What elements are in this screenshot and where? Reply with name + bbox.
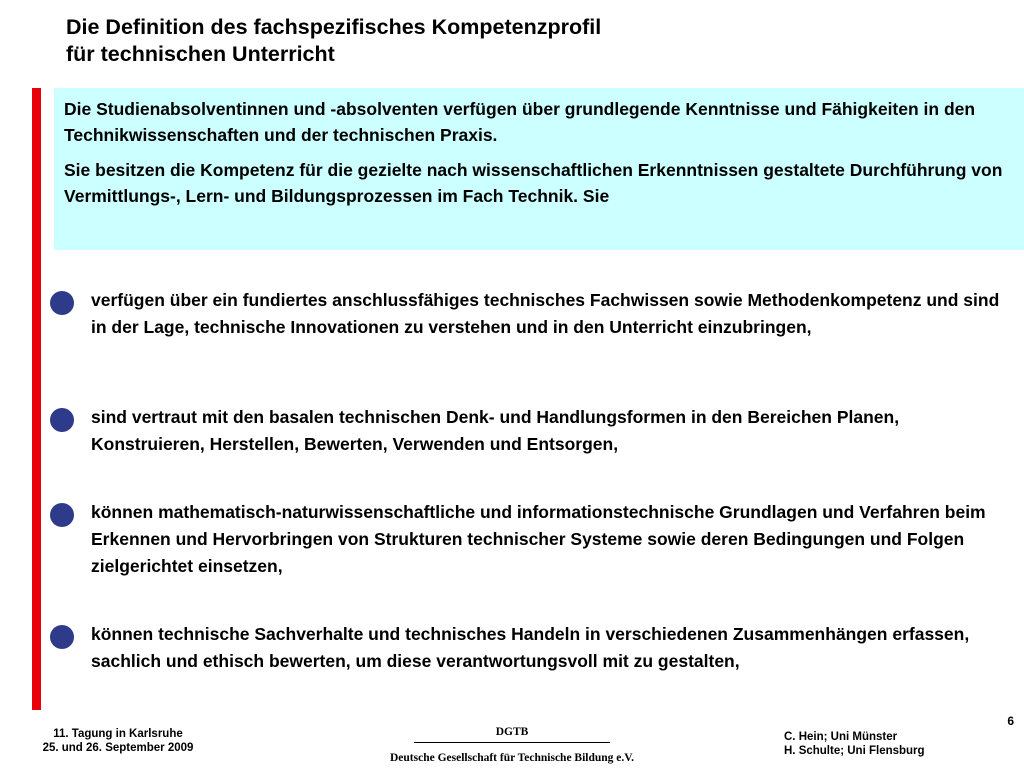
- intro-paragraph-1: Die Studienabsolventinnen und -absolventen verfügen über grundlegende Kenntnisse und Fähigkeiten in den Technikwissenschaften und der technischen Praxis.: [64, 99, 976, 145]
- bullet-text-3: können mathematisch-naturwissenschaftliche und informationstechnische Grundlagen und Verfahren beim Erkennen und Hervorbringen von Strukturen technischer Systeme sowie deren Bedingungen und Folgen zielgerichtet einsetzen,: [91, 502, 986, 576]
- bullet-text-1: verfügen über ein fundiertes anschlussfähiges technisches Fachwissen sowie Methodenkompetenz und sind in der Lage, technische Innovationen zu verstehen und in den Unterricht einzubringen,: [91, 290, 1000, 337]
- intro-box: [54, 88, 1024, 250]
- footer-event-date: 25. und 26. September 2009: [42, 742, 194, 754]
- slide-title-line-2: für technischen Unterricht: [66, 42, 335, 66]
- bullet-dot-icon: [50, 291, 74, 315]
- footer-organization: [340, 726, 684, 765]
- intro-paragraph-2: Sie besitzen die Kompetenz für die gezielte nach wissenschaftlichen Erkenntnissen gestaltete Durchführung von Vermittlungs-, Lern- und Bildungsprozessen im Fach Technik. Sie: [64, 160, 1003, 206]
- footer-authors: [756, 730, 996, 758]
- bullet-dot-icon: [50, 503, 74, 527]
- bullet-dot-icon: [50, 408, 74, 432]
- accent-bar: [32, 88, 41, 710]
- footer-author-2: H. Schulte; Uni Flensburg: [784, 745, 925, 757]
- slide-title-line-1: Die Definition des fachspezifisches Kompetenzprofil: [66, 15, 602, 39]
- bullet-text-2: sind vertraut mit den basalen technischen Denk- und Handlungsformen in den Bereichen Planen, Konstruieren, Herstellen, Bewerten, Verwenden und Entsorgen,: [91, 407, 900, 454]
- page-number: 6: [1007, 714, 1014, 728]
- footer-event: [0, 727, 236, 755]
- organization-abbreviation: DGTB: [495, 726, 529, 738]
- footer-divider: [414, 742, 610, 743]
- organization-name: Deutsche Gesellschaft für Technische Bildung e.V.: [390, 752, 634, 764]
- footer-event-name: 11. Tagung in Karlsruhe: [53, 728, 183, 740]
- slide-title: [66, 14, 766, 68]
- footer-author-1: C. Hein; Uni Münster: [784, 731, 898, 743]
- bullet-text-4: können technische Sachverhalte und technisches Handeln in verschiedenen Zusammenhängen erfassen, sachlich und ethisch bewerten, um diese verantwortungsvoll mit zu gestalten,: [91, 624, 970, 671]
- bullet-dot-icon: [50, 625, 74, 649]
